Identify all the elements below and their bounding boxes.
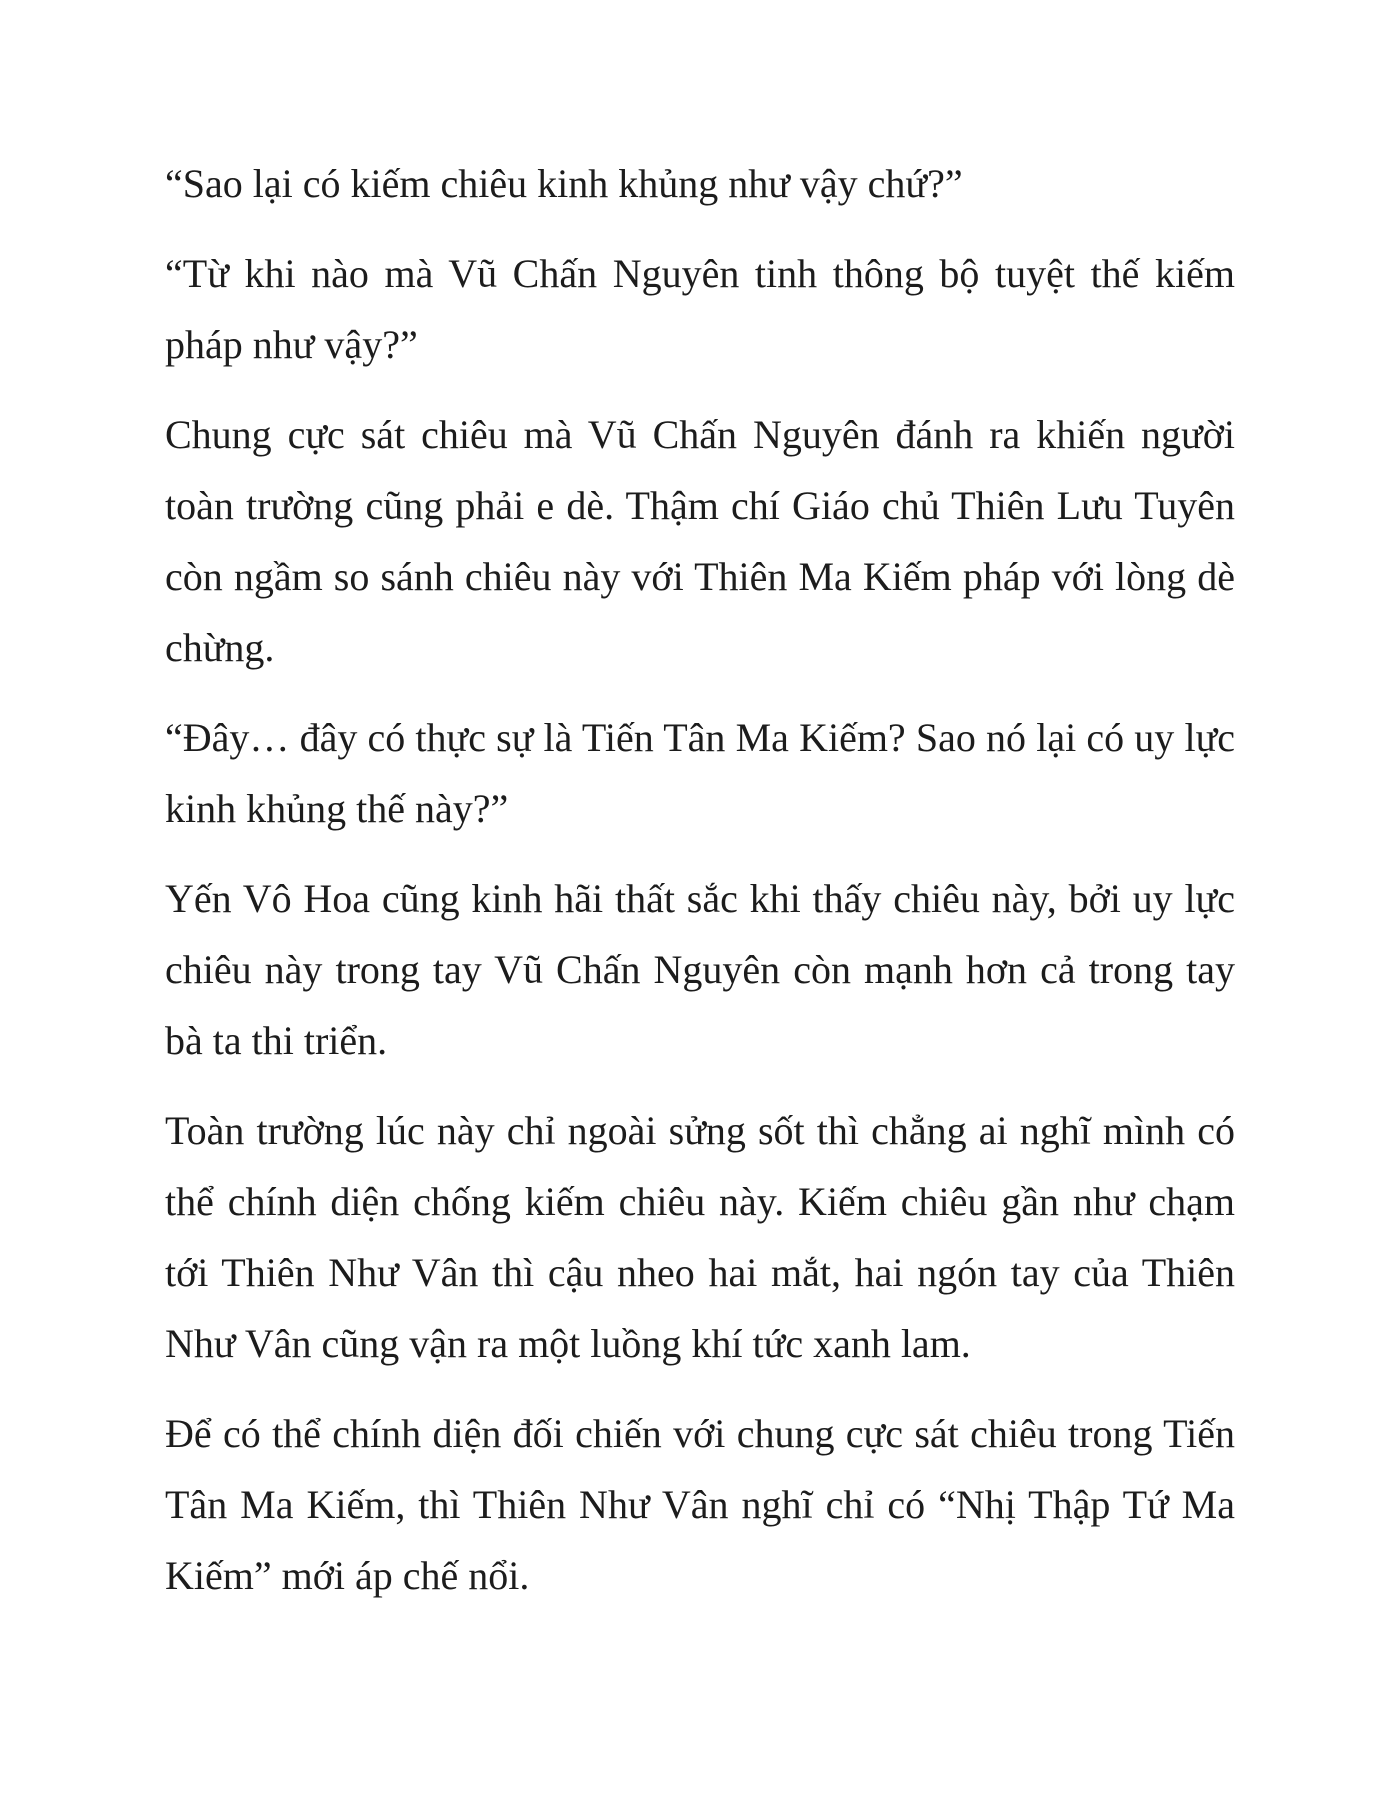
paragraph-7: Để có thể chính diện đối chiến với chung cực sát chiêu trong Tiến Tân Ma Kiếm, thì Thiên Như Vân nghĩ chỉ có “Nhị Thập Tứ Ma Kiếm” mới áp chế nổi. [165, 1411, 1235, 1598]
paragraph-1: “Sao lại có kiếm chiêu kinh khủng như vậy chứ?” [165, 161, 963, 206]
paragraph-4: “Đây… đây có thực sự là Tiến Tân Ma Kiếm? Sao nó lại có uy lực kinh khủng thế này?” [165, 715, 1235, 831]
paragraph-3: Chung cực sát chiêu mà Vũ Chấn Nguyên đánh ra khiến người toàn trường cũng phải e dè. Thậm chí Giáo chủ Thiên Lưu Tuyên còn ngầm so sánh chiêu này với Thiên Ma Kiếm pháp với lòng dè chừng. [165, 412, 1235, 670]
paragraph-6: Toàn trường lúc này chỉ ngoài sửng sốt thì chẳng ai nghĩ mình có thể chính diện chống kiếm chiêu này. Kiếm chiêu gần như chạm tới Thiên Như Vân thì cậu nheo hai mắt, hai ngón tay của Thiên Như Vân cũng vận ra một luồng khí tức xanh lam. [165, 1108, 1235, 1366]
body-text [165, 148, 1235, 1630]
paragraph-2: “Từ khi nào mà Vũ Chấn Nguyên tinh thông bộ tuyệt thế kiếm pháp như vậy?” [165, 251, 1235, 367]
paragraph-5: Yến Vô Hoa cũng kinh hãi thất sắc khi thấy chiêu này, bởi uy lực chiêu này trong tay Vũ Chấn Nguyên còn mạnh hơn cả trong tay bà ta thi triển. [165, 876, 1235, 1063]
